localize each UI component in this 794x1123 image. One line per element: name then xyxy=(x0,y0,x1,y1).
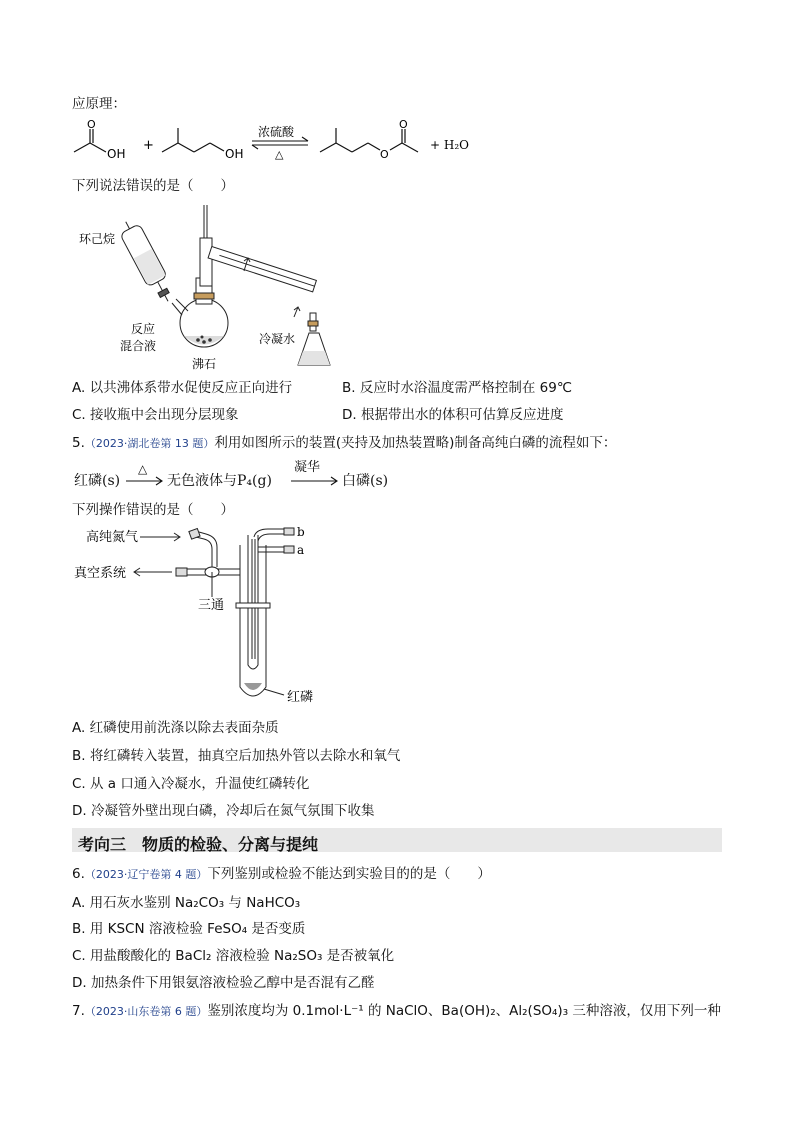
flow-deposition-label: 凝华 xyxy=(294,460,321,475)
q6-source: （2023·辽宁卷第 4 题） xyxy=(84,868,208,881)
q6-option-b: B. 用 KSCN 溶液检验 FeSO₄ 是否变质 xyxy=(72,921,306,937)
q7-text: 鉴别浓度均为 0.1mol·L⁻¹ 的 NaClO、Ba(OH)₂、Al₂(SO₄)₃ 三种溶液，仅用下列一种 xyxy=(207,1003,721,1019)
isoamyl-alcohol-structure xyxy=(162,128,224,152)
label-cold-water: 冷凝水 xyxy=(259,332,296,346)
q5-stem: 下列操作错误的是（ ） xyxy=(72,502,234,518)
acid-oh-label: OH xyxy=(107,147,126,161)
label-boiling-stones: 沸石 xyxy=(192,357,217,371)
label-port-b: b xyxy=(297,525,305,539)
water-product: + H₂O xyxy=(430,138,469,152)
flow-middle: 无色液体与P₄(g) xyxy=(167,473,272,489)
q7-line xyxy=(72,1005,721,1019)
isoamyl-acetate-structure xyxy=(320,128,418,152)
q5-text: 利用如图所示的装置(夹持及加热装置略)制备高纯白磷的流程如下： xyxy=(214,435,617,451)
q4-option-d: D. 根据带出水的体积可估算反应进度 xyxy=(342,407,564,423)
q5-source: （2023·湖北卷第 13 题） xyxy=(84,437,215,450)
q6-option-a: A. 用石灰水鉴别 Na₂CO₃ 与 NaHCO₃ xyxy=(72,895,301,911)
q7-number: 7. xyxy=(72,1003,85,1019)
q5-number: 5. xyxy=(72,435,85,451)
catalyst-label: 浓硫酸 xyxy=(258,125,295,139)
reaction-intro: 应原理： xyxy=(72,96,126,112)
section-header xyxy=(72,828,722,852)
distillation-apparatus-figure xyxy=(76,203,346,378)
label-port-a: a xyxy=(297,543,305,557)
q6-option-d: D. 加热条件下用银氨溶液检验乙醇中是否混有乙醛 xyxy=(72,975,375,991)
carbonyl-o-label: O xyxy=(87,118,96,131)
reaction-equation xyxy=(70,118,490,172)
q6-text: 下列鉴别或检验不能达到实验目的的是（ ） xyxy=(207,866,491,882)
heat-symbol: △ xyxy=(275,148,284,161)
ester-o-label: O xyxy=(380,148,389,161)
flow-start: 红磷(s) xyxy=(74,473,121,489)
label-reaction: 反应 xyxy=(131,322,156,336)
plus-sign: + xyxy=(143,138,154,153)
q5-option-d: D. 冷凝管外壁出现白磷，冷却后在氮气氛围下收集 xyxy=(72,803,375,819)
q6-line xyxy=(72,868,491,882)
flow-end: 白磷(s) xyxy=(342,473,389,489)
section-title: 考向三 物质的检验、分离与提纯 xyxy=(78,835,319,854)
label-cyclohexane: 环己烷 xyxy=(79,232,116,246)
acetic-acid-structure xyxy=(74,129,106,152)
label-high-purity-nitrogen: 高纯氮气 xyxy=(86,530,139,545)
label-mixture: 混合液 xyxy=(120,339,157,353)
ester-carbonyl-o-label: O xyxy=(399,118,408,131)
label-red-phosphorus: 红磷 xyxy=(287,690,314,705)
q4-option-c: C. 接收瓶中会出现分层现象 xyxy=(72,407,239,423)
label-three-way-valve: 三通 xyxy=(198,598,225,613)
q6-option-c: C. 用盐酸酸化的 BaCl₂ 溶液检验 Na₂SO₃ 是否被氧化 xyxy=(72,948,395,964)
alcohol-oh-label: OH xyxy=(225,147,244,161)
q5-line xyxy=(72,437,616,451)
q4-option-a: A. 以共沸体系带水促使反应正向进行 xyxy=(72,380,293,396)
q5-option-a: A. 红磷使用前洗涤以除去表面杂质 xyxy=(72,720,279,736)
sublimation-apparatus-figure xyxy=(72,525,332,705)
q4-option-b: B. 反应时水浴温度需严格控制在 69℃ xyxy=(342,380,572,396)
q6-number: 6. xyxy=(72,866,85,882)
flow-heat-label: △ xyxy=(138,462,148,476)
q5-option-c: C. 从 a 口通入冷凝水，升温使红磷转化 xyxy=(72,776,310,792)
q5-option-b: B. 将红磷转入装置，抽真空后加热外管以去除水和氧气 xyxy=(72,748,401,764)
q7-source: （2023·山东卷第 6 题） xyxy=(84,1005,208,1018)
q4-stem: 下列说法错误的是（ ） xyxy=(72,178,234,194)
label-vacuum-system: 真空系统 xyxy=(74,566,127,581)
